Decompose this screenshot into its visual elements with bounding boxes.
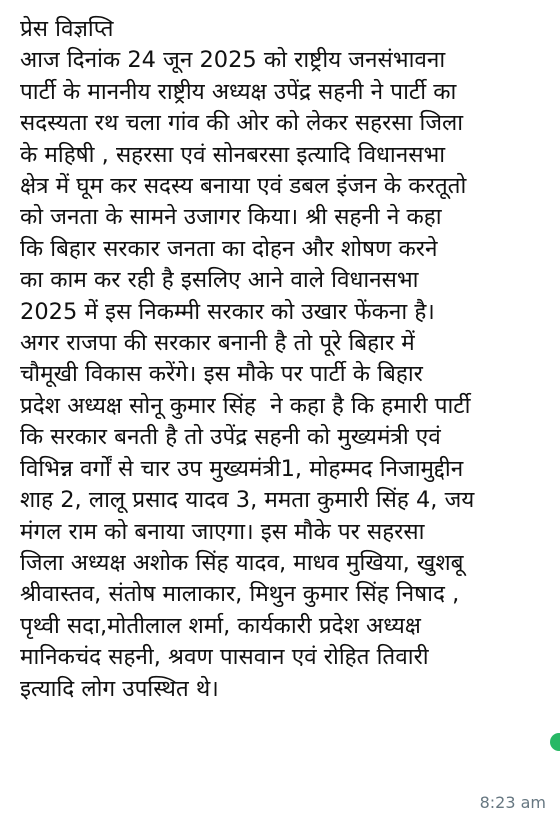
message-line: श्रीवास्तव, संतोष मालाकार, मिथुन कुमार सिंह निषाद ,: [20, 581, 460, 608]
message-timestamp: 8:23 am: [479, 793, 546, 812]
message-line: कि सरकार बनती है तो उपेंद्र सहनी को मुख्यमंत्री एवं: [20, 424, 441, 451]
message-line: को जनता के सामने उजागर किया। श्री सहनी ने कहा: [20, 204, 442, 231]
message-line: आज दिनांक 24 जून 2025 को राष्ट्रीय जनसंभावना: [20, 47, 446, 74]
message-text: [20, 14, 548, 705]
message-line: पार्टी के माननीय राष्ट्रीय अध्यक्ष उपेंद्र सहनी ने पार्टी का: [20, 78, 457, 105]
message-line: मंगल राम को बनाया जाएगा। इस मौके पर सहरसा: [20, 518, 425, 545]
message-line: इत्यादि लोग उपस्थित थे।: [20, 675, 219, 702]
message-line: का काम कर रही है इसलिए आने वाले विधानसभा: [20, 267, 419, 294]
message-line: चौमूखी विकास करेंगे। इस मौके पर पार्टी के बिहार: [20, 361, 423, 388]
message-line: विभिन्न वर्गों से चार उप मुख्यमंत्री1, मोहम्मद निजामुद्दीन: [20, 455, 464, 482]
message-line: कि बिहार सरकार जनता का दोहन और शोषण करने: [20, 235, 438, 262]
message-line: क्षेत्र में घूम कर सदस्य बनाया एवं डबल इंजन के करतूतो: [20, 173, 467, 200]
message-line: पृथ्वी सदा,मोतीलाल शर्मा, कार्यकारी प्रदेश अध्यक्ष: [20, 612, 421, 639]
message-line: प्रेस विज्ञप्ति: [20, 16, 114, 42]
message-line: प्रदेश अध्यक्ष सोनू कुमार सिंह ने कहा है कि हमारी पार्टी: [20, 392, 471, 419]
message-line: मानिकचंद सहनी, श्रवण पासवान एवं रोहित तिवारी: [20, 644, 429, 671]
message-line: सदस्यता रथ चला गांव की ओर को लेकर सहरसा जिला: [20, 110, 464, 137]
message-line: जिला अध्यक्ष अशोक सिंह यादव, माधव मुखिया, खुशबू: [20, 549, 464, 576]
message-line: शाह 2, लालू प्रसाद यादव 3, ममता कुमारी सिंह 4, जय: [20, 487, 475, 514]
message-line: के महिषी , सहरसा एवं सोनबरसा इत्यादि विधानसभा: [20, 141, 446, 168]
message-line: 2025 में इस निकम्मी सरकार को उखार फेंकना है।: [20, 298, 435, 325]
message-line: अगर राजपा की सरकार बनानी है तो पूरे बिहार में: [20, 330, 415, 357]
